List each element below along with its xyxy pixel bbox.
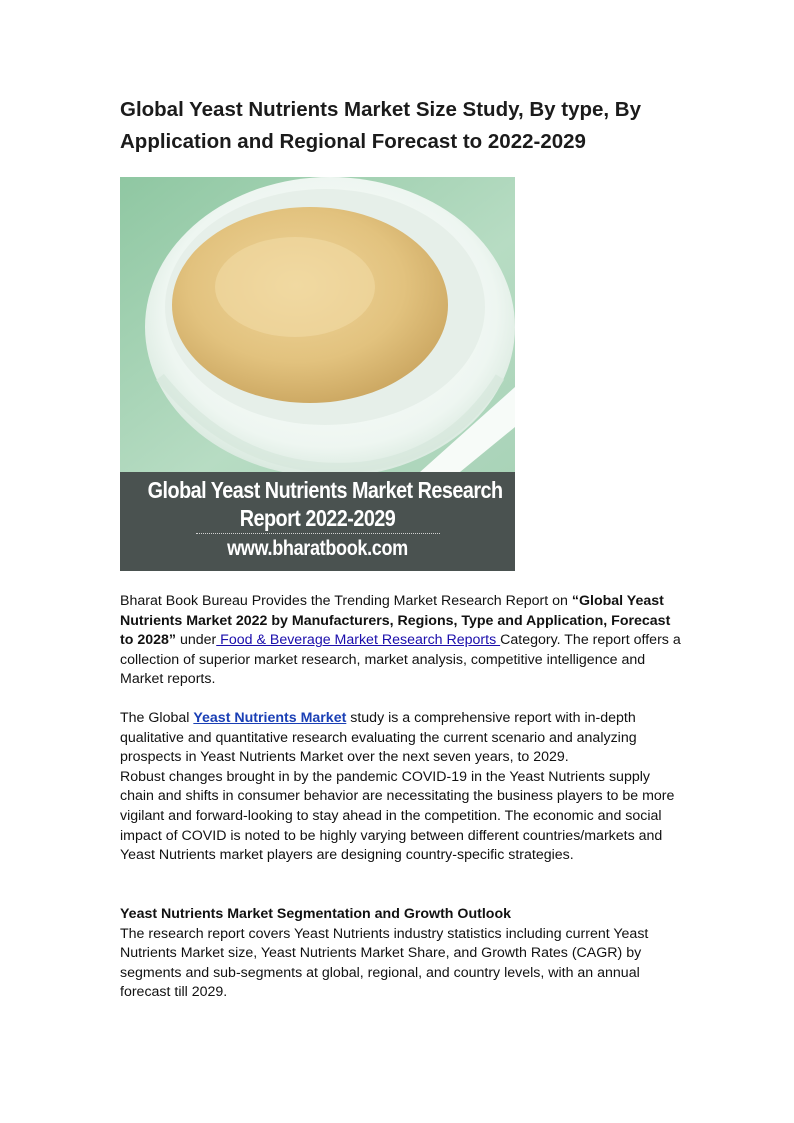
study-paragraph [120,709,685,866]
intro-under: under [176,632,217,649]
report-title: “Global Yeast Nutrients Market 2022 by Manufacturers, Regions, Type and Application, Forecast to 2028” [120,593,671,649]
intro-lead: Bharat Book Bureau Provides the Trending Market Research Report on [120,593,572,609]
page-title: Global Yeast Nutrients Market Size Study, By type, By Application and Regional Forecast to 2022-2029 [120,98,642,153]
banner-url: www.bharatbook.com [227,537,408,560]
yeast-bowl-photo [120,177,515,472]
segmentation-paragraph [120,905,685,1003]
hero-image [120,177,515,571]
category-link[interactable]: Food & Beverage Market Research Reports [216,632,501,649]
segmentation-heading: Yeast Nutrients Market Segmentation and Growth Outlook [120,906,512,922]
intro-paragraph [120,592,685,690]
banner-title-line1: Global Yeast Nutrients Market Research [147,477,503,503]
intro-rest: Category. The report offers a collection of superior market research, market analysis, competitive intelligence and Market reports. [120,632,681,688]
study-rest: study is a comprehensive report with in-depth qualitative and quantitative research evaluating the current scenario and analyzing prospects in Yeast Nutrients Market over the next seven years, to 2029. [120,710,637,766]
covid-text: Robust changes brought in by the pandemic COVID-19 in the Yeast Nutrients supply chain and shifts in consumer behavior are necessitating the business players to be more vigilant and forward-looking to stay ahead in the competition. The economic and social impact of COVID is noted to be highly varying between different countries/markets and Yeast Nutrients market players are designing country-specific strategies. [120,768,675,864]
study-lead: The Global [120,710,194,726]
banner-title-line2: Report 2022-2029 [239,505,396,531]
segmentation-text: The research report covers Yeast Nutrients industry statistics including current Yeast Nutrients Market size, Yeast Nutrients Market Share, and Growth Rates (CAGR) by segments and sub-segments at global, regional, and country levels, with an annual forecast till 2029. [120,925,649,1001]
market-link[interactable]: Yeast Nutrients Market [193,710,347,726]
hero-banner [120,472,515,571]
